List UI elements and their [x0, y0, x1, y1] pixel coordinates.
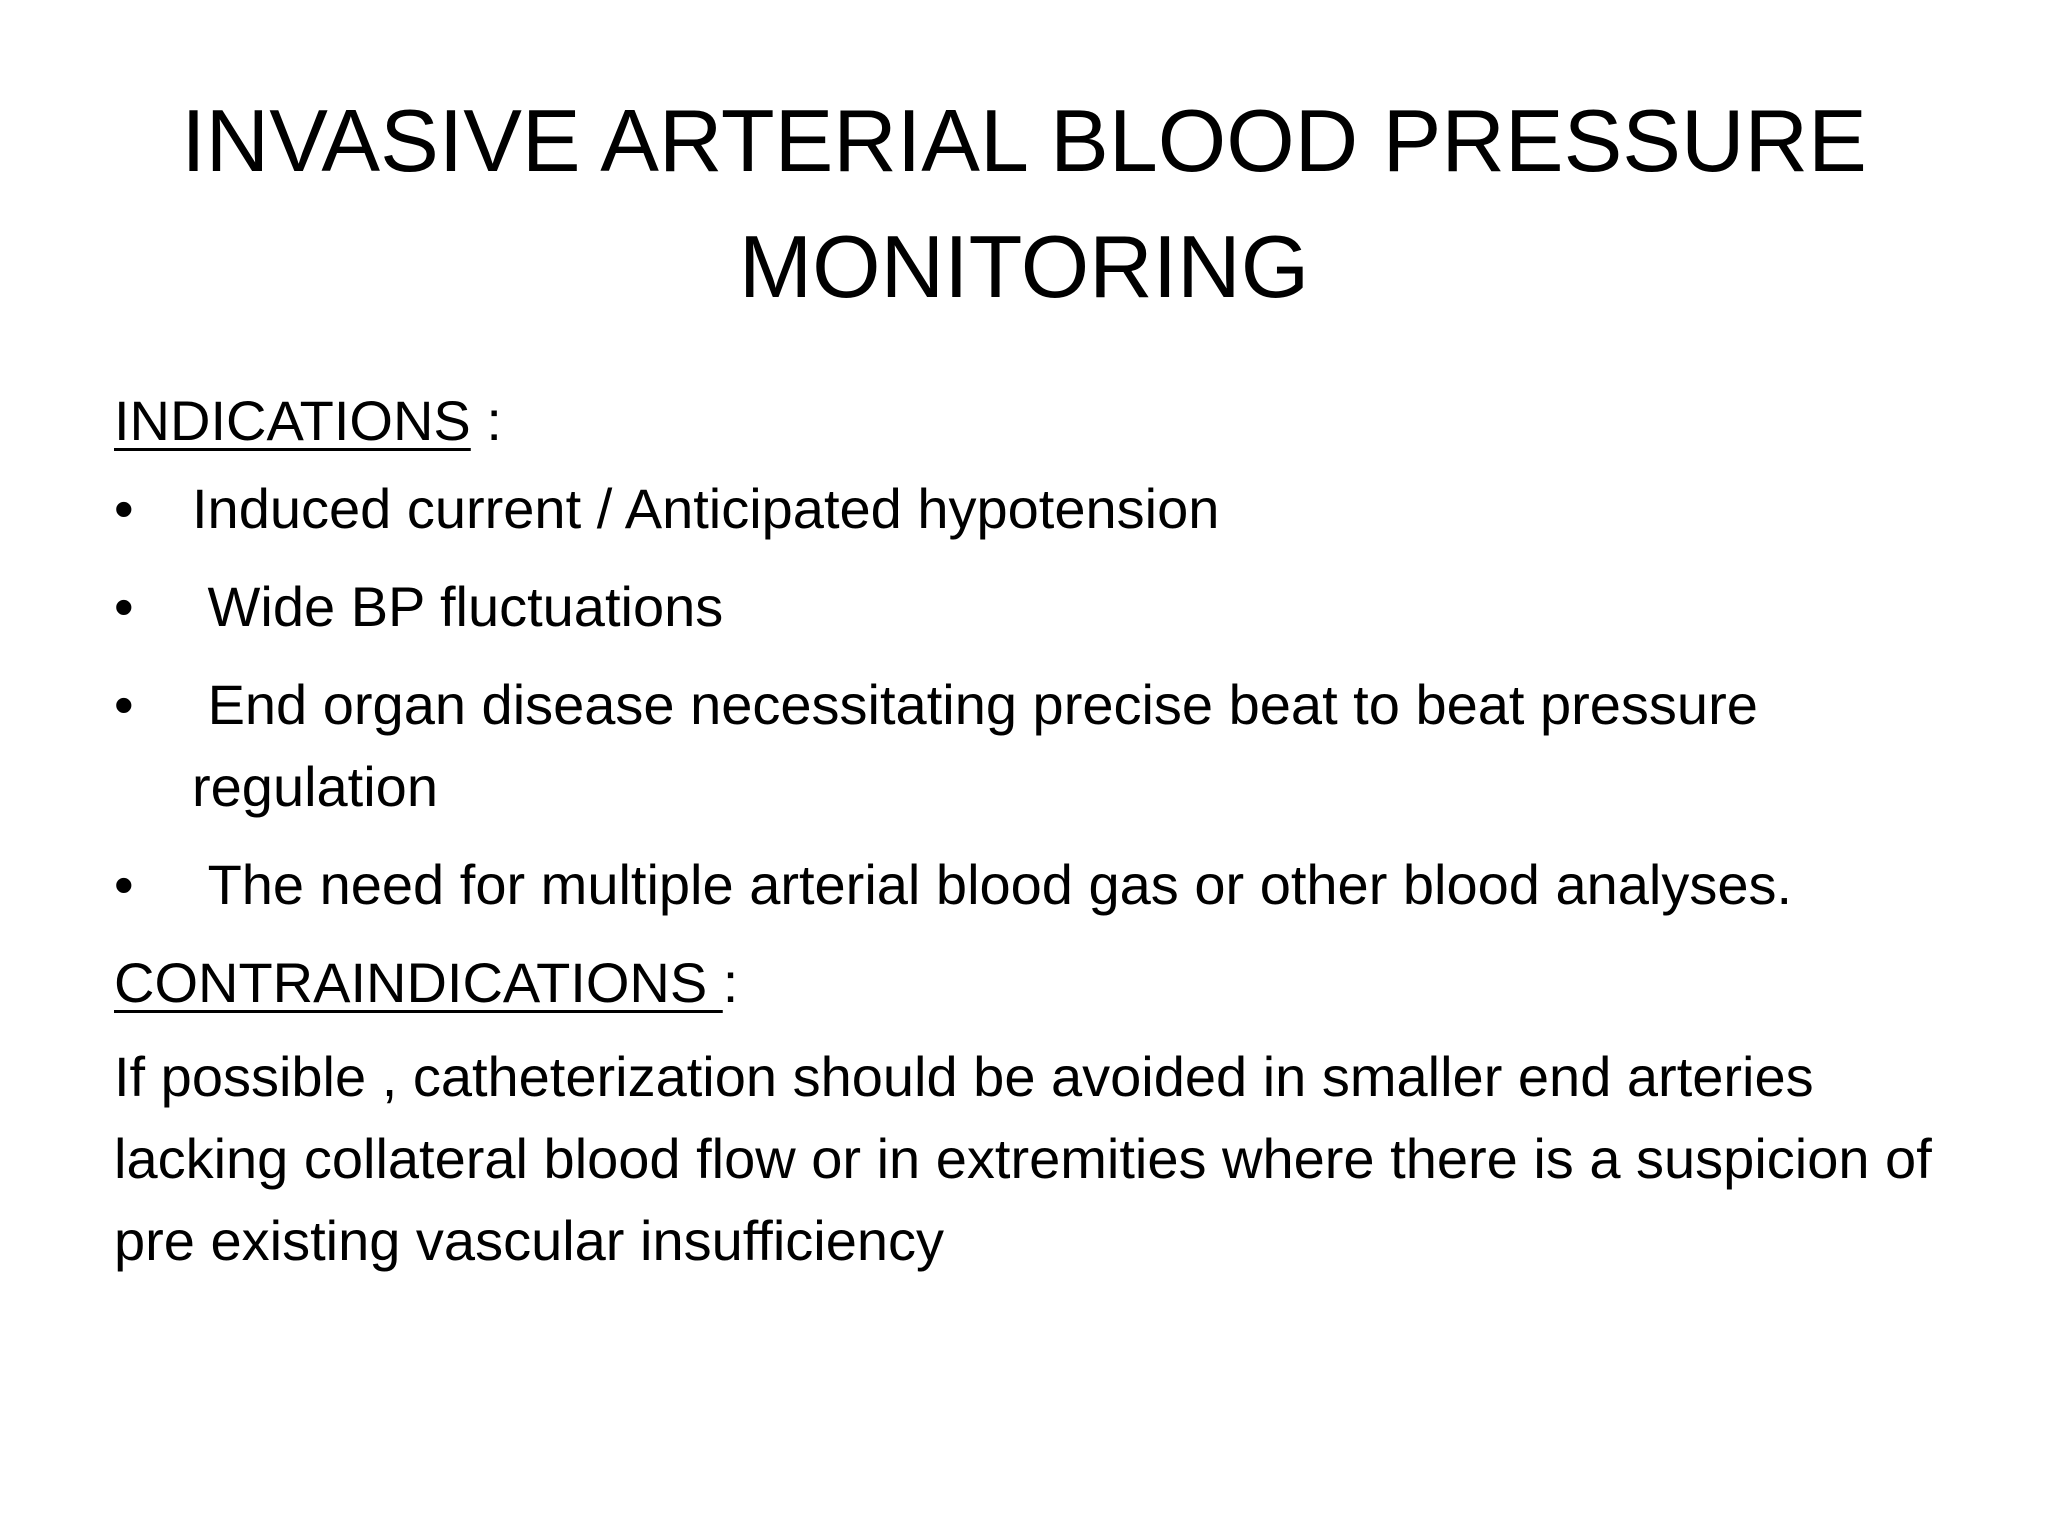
list-item — [114, 468, 1954, 550]
list-item — [114, 844, 1954, 926]
indications-label: INDICATIONS — [114, 389, 471, 452]
bullet-icon: • — [114, 477, 134, 540]
indication-text: Wide BP fluctuations — [192, 575, 724, 638]
bullet-icon: • — [114, 575, 134, 638]
slide-body — [114, 380, 1954, 1282]
indication-text: End organ disease necessitating precise beat to beat pressure regulation — [192, 673, 1774, 818]
slide-title-line-1: INVASIVE ARTERIAL BLOOD PRESSURE — [181, 91, 1867, 190]
contraindications-label: CONTRAINDICATIONS — [114, 951, 723, 1014]
indication-text: The need for multiple arterial blood gas or other blood analyses. — [192, 853, 1793, 916]
bullet-icon: • — [114, 673, 134, 736]
contraindications-heading — [114, 942, 1954, 1030]
indication-text: Induced current / Anticipated hypotension — [192, 477, 1220, 540]
indications-colon: : — [470, 389, 502, 452]
indications-heading — [114, 380, 1954, 468]
contraindications-text: If possible , catheterization should be avoided in smaller end arteries lacking collateral blood flow or in extremities where there is a suspicion of pre existing vascular insufficiency — [114, 1045, 1932, 1272]
list-item — [114, 566, 1954, 648]
slide-title-line-2: MONITORING — [738, 217, 1310, 316]
slide-title — [0, 78, 2048, 330]
bullet-icon: • — [114, 853, 134, 916]
indications-list — [114, 468, 1954, 926]
list-item — [114, 664, 1954, 828]
contraindications-colon: : — [722, 951, 739, 1014]
